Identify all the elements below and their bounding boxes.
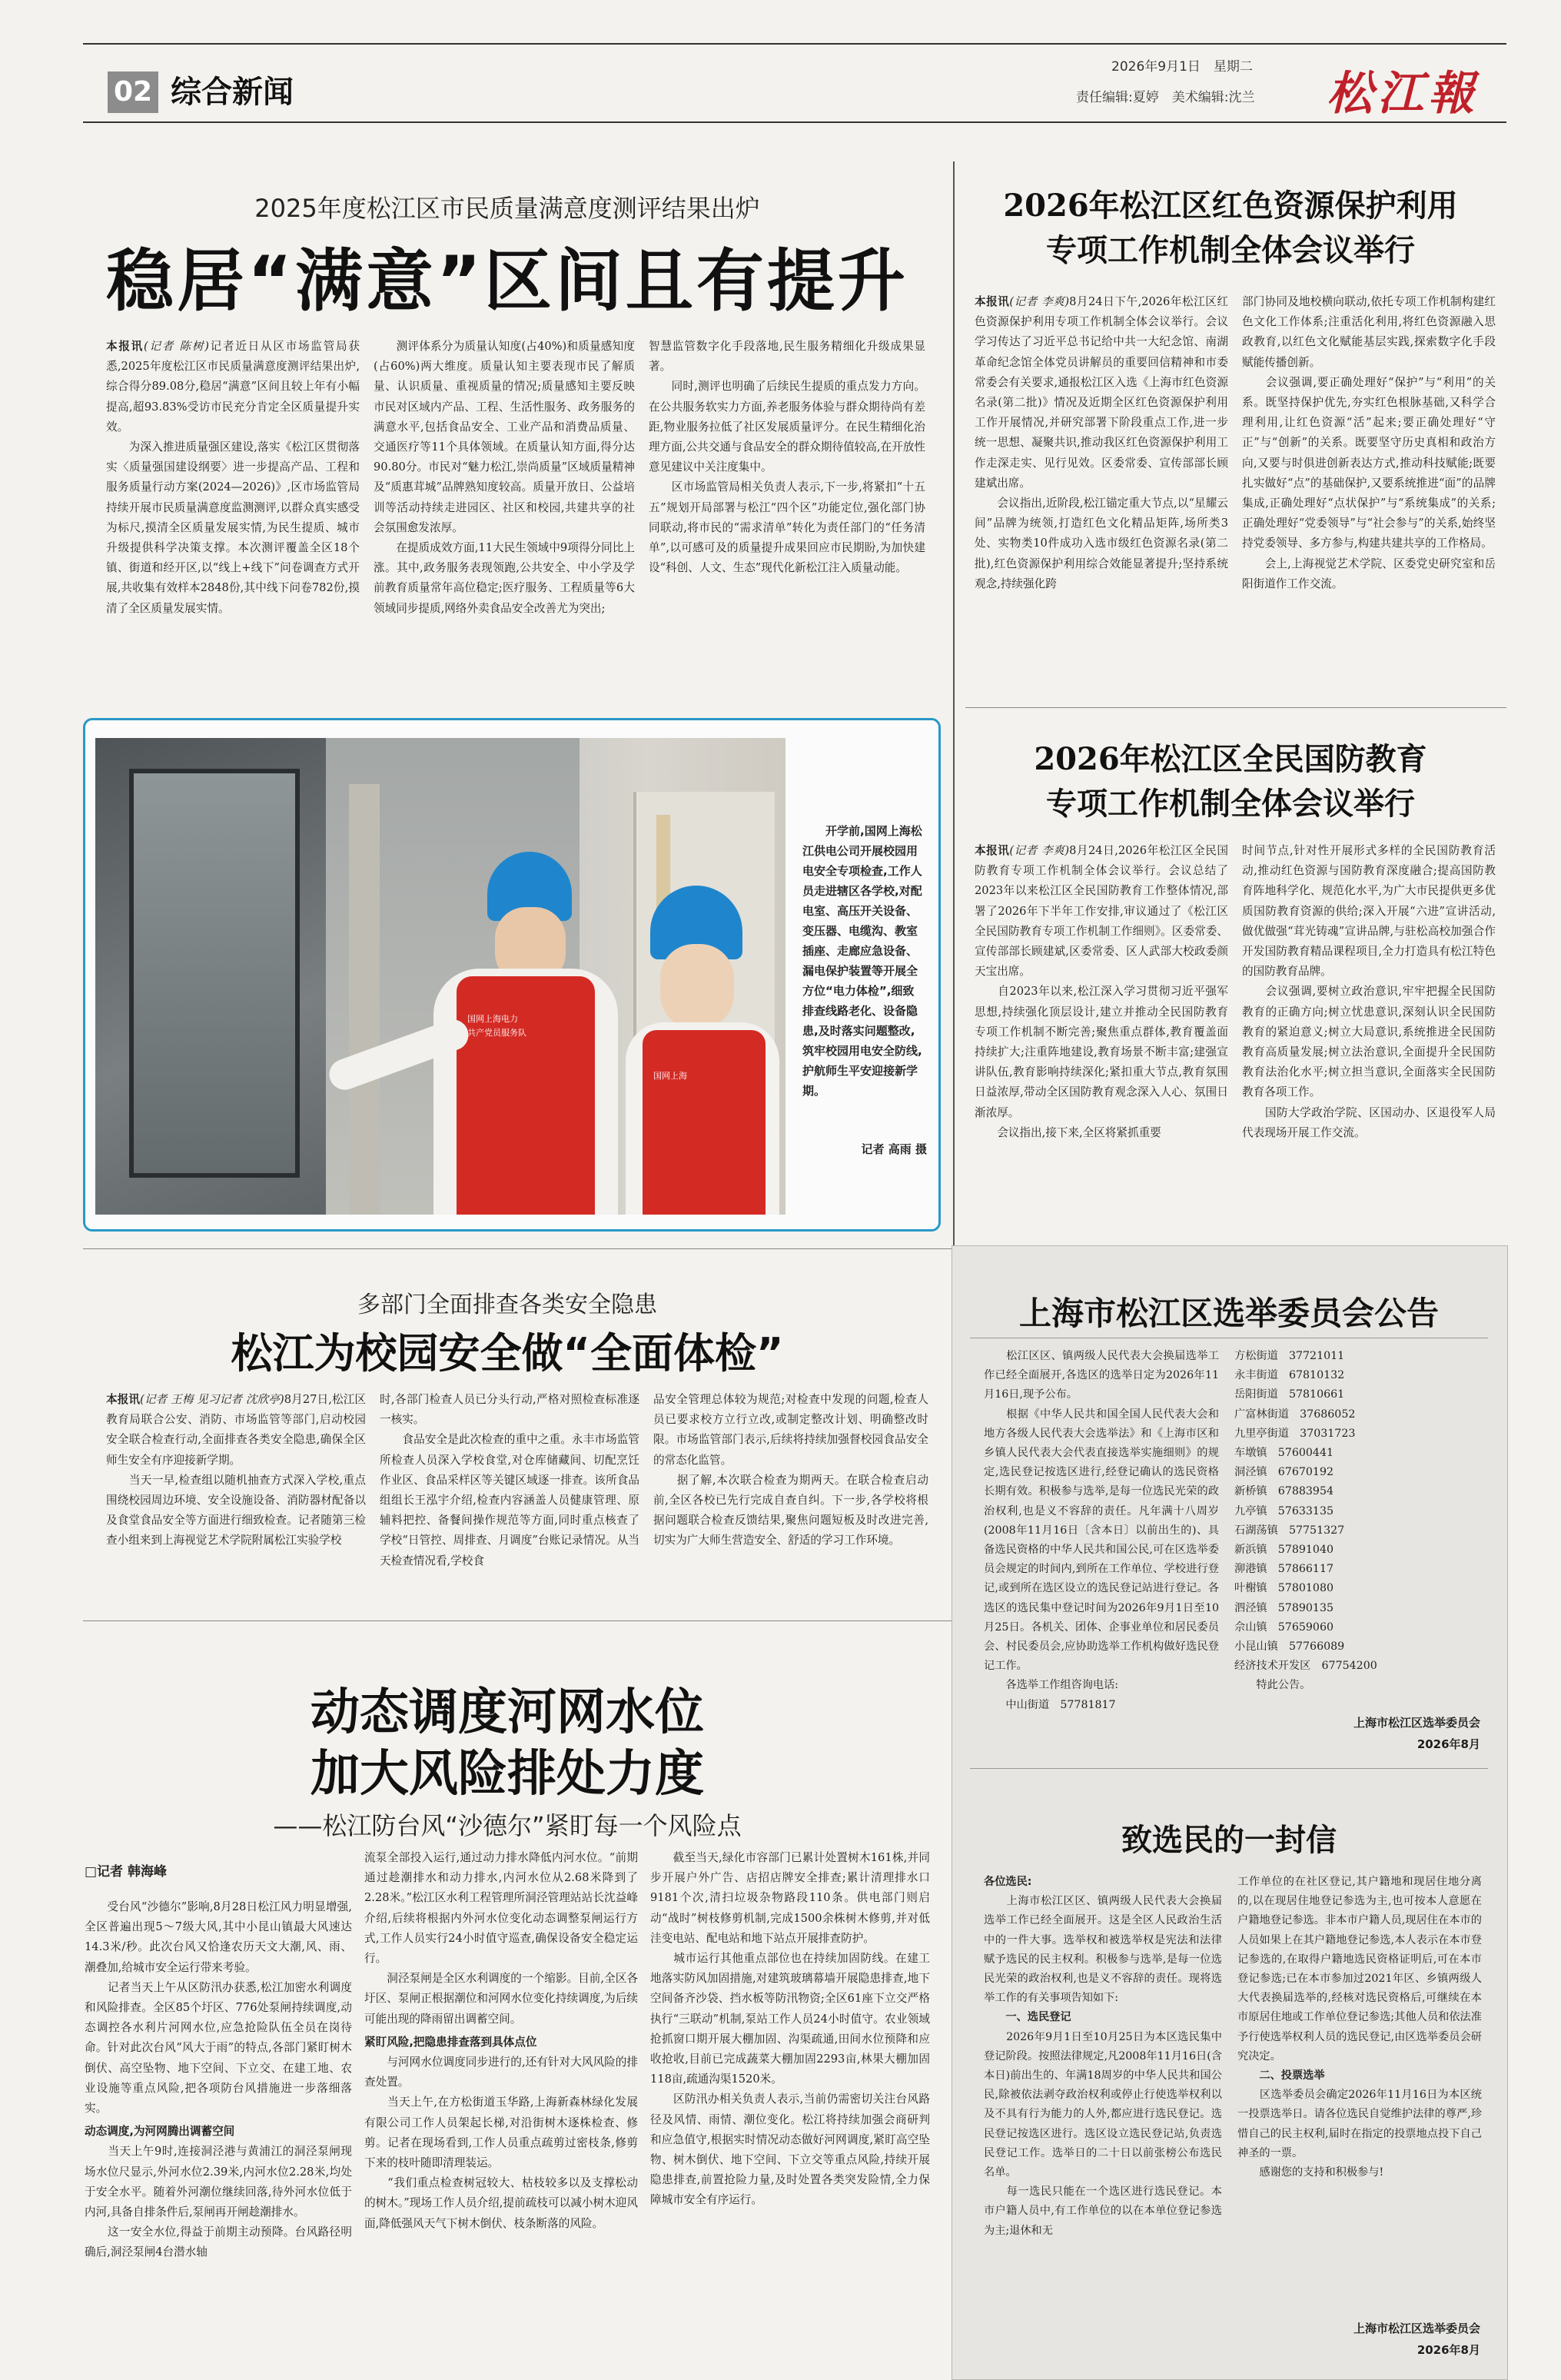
notice-phone-list — [1234, 1347, 1480, 1696]
letter-left-col: 各位选民: 上海市松江区区、镇两级人民代表大会换届选举工作已经全面展开。这是全区人民政治生活中的一件大事。选举权和被选举权是宪法和法律赋予选民的民主权利。积极参与选举,是每一位选民光荣的政治权利,也是义不容辞的责任。现将选举工作的有关事项告知如下: 一、选民登记 2026年9月1日至10月25日为本区选民集中登记阶段。按照法律规定,凡2008年11月16日(含本日)前出生的、年满18周岁的中华人民共和国公民,除被依法剥夺政治权利或停止行使选举权利以及不具有行为能力的人外,都应进行选民登记。选民登记按选区进行。选区设立选民登记站,负责选民登记工作。选举日的二十日以前张榜公布选民名单。 每一选民只能在一个选区进行选民登记。本市户籍人员中,有工作单位的以在本单位登记参选为主;退休和无 — [984, 1876, 1222, 2237]
phone-row: 新桥镇 67883954 — [1234, 1485, 1333, 1498]
a2-col2: 部门协同及地校横向联动,依托专项工作机制构建红色文化工作体系;注重活化利用,将红色资源融入思政教育,以红色文化赋能基层实践,探索数字化手段赋能传播创新。 会议强调,要正确处理好“保护”与“利用”的关系。既坚持保护优先,夯实红色根脉基础,又科学合理利用,让红色资源“活”起来;要正确处理好“守正”与“创新”的关系。既要坚守历史真相和政治方向,又要与时俱进创新表达方式,推动科技赋能;既要扎实做好“点”的基础保护,又要系统推进“面”的品牌集成,正确处理好“点状保护”与“系统集成”的关系;正确处理好“党委领导”与“社会参与”的关系,始终坚持党委领导、多方参与,构建共建共享的工作格局。 会上,上海视觉艺术学院、区委党史研究室和岳阳街道作工作交流。 — [1242, 295, 1496, 590]
notice-divider — [970, 1768, 1488, 1769]
phone-row: 佘山镇 57659060 — [1234, 1620, 1333, 1634]
a2-headline-line2: 专项工作机制全体会议举行 — [1046, 232, 1415, 268]
school-inspection-photo: 国网上海电力 共产党员服务队 国网上海 — [95, 738, 785, 1215]
a4-col2: 时,各部门检查人员已分头行动,严格对照检查标准逐一核实。 食品安全是此次检查的重中之重。永丰市场监管所检查人员深入学校食堂,对仓库储藏间、切配烹饪作业区、食品采样区等关键区域逐一排查。该所食品组组长王泓宇介绍,检查内容涵盖人员健康管理、原辅料把控、备餐间操作规范等方面,同时重点核查了学校“日管控、周排查、月调度”台账记录情况。从当天检查情况看,学校食 — [380, 1393, 639, 1567]
phone-row: 小昆山镇 57766089 — [1234, 1640, 1345, 1654]
a2-col1: 本报讯(记者 李爽)8月24日下午,2026年松江区红色资源保护利用专项工作机制全体会议举行。会议学习传达了习近平总书记给中共一大纪念馆、南湖革命纪念馆全体党员讲解员的重要回信精神和市委常委会有关要求,通报松江区入选《上海市红色资源名录(第二批)》情况及近期全区红色资源保护利用工作开展情况,并研究部署下阶段重点工作,进一步统一思想、凝聚共识,推动我区红色资源保护利用工作走深走实、见行见效。区委常委、宣传部部长顾建斌出席。 会议指出,近阶段,松江锚定重大节点,以“星耀云间”品牌为统领,打造红色文化精品矩阵,场所类3处、实物类10件成功入选市级红色资源名录(第二批),红色资源保护利用综合效能显著提升;坚持系统观念,持续强化跨 — [975, 295, 1228, 590]
a5-headline-line1: 动态调度河网水位 — [311, 1684, 704, 1741]
a5-col1: 受台风“沙德尔”影响,8月28日松江风力明显增强,全区普遍出现5～7级大风,其中小昆山镇最大风速达14.3米/秒。此次台风又恰逢农历天文大潮,风、雨、潮叠加,给城市安全运行带来考验。 记者当天上午从区防汛办获悉,松江加密水利调度和风险排查。全区85个圩区、776处泵闸持续调度,动态调控各水利片河网水位,应急抢险队伍全员在岗待命。针对此次台风“风大于雨”的特点,各部门紧盯树木倒伏、高空坠物、地下空间、下立交、在建工地、农业设施等重点风险,把各项防台风措施进一步落细落实。 动态调度,为河网腾出调蓄空间 当天上午9时,连接洞泾港与黄浦江的洞泾泵闸现场水位尺显示,外河水位2.39米,内河水位2.28米,均处于安全水平。随着外河潮位继续回落,待外河水位低于内河,具备自排条件后,泵闸再开闸趁潮排水。 这一安全水位,得益于前期主动预降。台风路径明确后,洞泾泵闸4台潜水轴 — [85, 1900, 352, 2259]
a5-col3: 截至当天,绿化市容部门已累计处置树木161株,并同步开展户外广告、店招店牌安全排查;累计清理排水口9181个次,清扫垃圾杂物路段110条。供电部门则启动“战时”树枝修剪机制,完成1500余株树木修剪,并对低洼变电站、配电站和地下站点开展排查防护。 城市运行其他重点部位也在持续加固防线。在建工地落实防风加固措施,对建筑玻璃幕墙开展隐患排查,地下空间备齐沙袋、挡水板等防汛物资;全区61座下立交严格执行“三联动”机制,泵站工作人员24小时值守。农业领域抢抓窗口期开展大棚加固、沟渠疏通,田间水位预降和应收抢收,目前已完成蔬菜大棚加固2293亩,林果大棚加固118亩,疏通沟渠1520米。 区防汛办相关负责人表示,当前仍需密切关注台风路径及风情、雨情、潮位变化。松江将持续加强会商研判和应急值守,根据实时情况动态做好河网调度,紧盯高空坠物、树木倒伏、地下空间、下立交等重点风险,持续开展隐患排查,前置抢险力量,及时处置各类突发险情,全力保障城市安全有序运行。 — [650, 1851, 930, 2207]
a1-col3: 智慧监管数字化手段落地,民生服务精细化升级成果显著。 同时,测评也明确了后续民生提质的重点发力方向。在公共服务软实力方面,养老服务体验与群众期待尚有差距,物业服务拉低了社区发展质量评分。在民生精细化治理方面,公共交通与食品安全的群众期待值较高,在开放性意见建议中关注度集中。 区市场监管局相关负责人表示,下一步,将紧扣“十五五”规划开局部署与松江“四个区”功能定位,强化部门协同联动,将市民的“需求清单”转化为责任部门的“任务清单”,以可感可及的质量提升成果回应市民期盼,为加快建设“科创、人文、生态”现代化新松江注入质量动能。 — [649, 340, 925, 575]
phone-row: 车墩镇 57600441 — [1234, 1447, 1333, 1460]
phone-row: 叶榭镇 57801080 — [1234, 1582, 1333, 1595]
phone-row: 泗泾镇 57890135 — [1234, 1601, 1333, 1614]
right-column-divider — [953, 161, 955, 1291]
letter-right-col: 工作单位的在社区登记,其户籍地和现居住地分离的,以在现居住地登记参选为主,也可按本人意愿在户籍地登记参选。非本市户籍人员,现居住在本市的人员如果上在其户籍地登记参选,本人表示在本市登记参选的,在取得户籍地选民资格证明后,可在本市登记参选;已在本市参加过2021年区、乡镇两级人大代表换届选举的,经核对选民资格后,可继续在本市原居住地或工作单位登记参选;其他人员和依法准予行使选举权利人员的选民登记,由区选举委员会研究决定。 二、投票选举 区选举委员会确定2026年11月16日为本区统一投票选举日。请各位选民自觉维护法律的尊严,珍惜自己的民主权利,届时在指定的投票地点投下自己神圣的一票。 感谢您的支持和积极参与! — [1237, 1876, 1482, 2179]
a4-col1: 本报讯(记者 王梅 见习记者 沈欣亭)8月27日,松江区教育局联合公安、消防、市场监管等部门,启动校园安全联合检查行动,全面排查各类安全隐患,确保全区师生安全有序迎接新学期。 当天一早,检查组以随机抽查方式深入学校,重点围绕校园周边环境、安全设施设备、消防器材配备以及食堂食品安全等方面进行细致检查。记者随第三检查小组来到上海视觉艺术学院附属松江实验学校 — [106, 1393, 366, 1547]
masthead-logo: 松江報 — [1327, 67, 1479, 121]
phone-row: 泖港镇 57866117 — [1234, 1563, 1333, 1576]
a3-col1: 本报讯(记者 李爽)8月24日,2026年松江区全民国防教育专项工作机制全体会议举行。会议总结了2023年以来松江区全民国防教育工作整体情况,部署了2026年下半年工作安排,审议通过了《松江区全民国防教育专项工作机制工作细则》。区委常委、宣传部部长顾建斌,区委常委、区人武部大校政委颜天宝出席。 自2023年以来,松江深入学习贯彻习近平强军思想,持续强化顶层设计,建立并推动全民国防教育专项工作机制不断完善;聚焦重点群体,教育覆盖面持续扩大;注重阵地建设,教育场景不断丰富;建强宣讲队伍,教育影响持续深化;紧扣重大节点,教育氛围日益浓厚,带动全区国防教育观念深入人心、氛围日渐浓厚。 会议指出,接下来,全区将紧抓重要 — [975, 844, 1228, 1139]
top-rule — [83, 43, 1506, 45]
phone-row: 九亭镇 57633135 — [1234, 1504, 1333, 1517]
photo-caption: 开学前,国网上海松江供电公司开展校园用电安全专项检查,工作人员走进辖区各学校,对配电室、高压开关设备、变压器、电缆沟、教室插座、走廊应急设备、漏电保护装置等开展全方位“电力体检”,细致排查线路老化、设备隐患,及时落实问题整改,筑牢校园用电安全防线,护航师生平安迎接新学期。 — [802, 824, 922, 1098]
page-number-badge: 02 — [108, 71, 158, 113]
issue-date: 2026年9月1日 星期二 — [1111, 59, 1253, 75]
editors-line: 责任编辑:夏婷 美术编辑:沈兰 — [1076, 90, 1255, 105]
a4-bottom-rule — [83, 1620, 952, 1621]
a2-headline-line1: 2026年松江区红色资源保护利用 — [1003, 188, 1458, 224]
photo-credit: 记者 高雨 摄 — [861, 1142, 927, 1156]
a1-kicker: 2025年度松江区市民质量满意度测评结果出炉 — [254, 194, 760, 223]
a3-headline-line1: 2026年松江区全民国防教育 — [1034, 741, 1427, 777]
a4-top-rule — [83, 1248, 952, 1249]
section-title: 综合新闻 — [171, 75, 294, 110]
a5-col2: 流泵全部投入运行,通过动力排水降低内河水位。“前期通过趁潮排水和动力排水,内河水位从2.68米降到了2.28米。”松江区水利工程管理所洞泾管理站站长沈益峰介绍,后续将根据内外河水位变化动态调整泵闸运行方式,工作人员实行24小时值守巡查,确保设备安全稳定运行。 洞泾泵闸是全区水利调度的一个缩影。目前,全区各圩区、泵闸正根据潮位和河网水位变化持续调度,为后续可能出现的降雨留出调蓄空间。 紧盯风险,把隐患排查落到具体点位 与河网水位调度同步进行的,还有针对大风风险的排查处置。 当天上午,在方松街道玉华路,上海新森林绿化发展有限公司工作人员架起长梯,对沿街树木逐株检查、修剪。记者在现场看到,工作人员重点疏剪过密枝条,修剪下来的枝叶随即清理装运。 “我们重点检查树冠较大、枯枝较多以及支撑松动的树木。”现场工作人员介绍,提前疏枝可以减小树木迎风面,降低强风天气下树木倒伏、枝条断落的风险。 — [364, 1851, 638, 2230]
a3-headline-line2: 专项工作机制全体会议举行 — [1046, 786, 1415, 822]
header-rule — [83, 121, 1506, 123]
a3-col2: 时间节点,针对性开展形式多样的全民国防教育活动,推动红色资源与国防教育深度融合;提高国防教育阵地科学化、规范化水平,为广大市民提供更多优质国防教育资源的供给;深入开展“六进”宣讲活动,做优做强“茸光铸魂”宣讲品牌,与驻松高校加强合作开发国防教育精品课程项目,全力打造具有松江特色的国防教育品牌。 会议强调,要树立政治意识,牢牢把握全民国防教育的正确方向;树立忧患意识,深刻认识全民国防教育的紧迫意义;树立大局意识,系统推进全民国防教育高质量发展;树立法治意识,全面提升全民国防教育法治化水平;树立担当意识,全面落实全民国防教育各项工作。 国防大学政治学院、区国动办、区退役军人局代表现场开展工作交流。 — [1242, 844, 1496, 1139]
a1-headline: 稳居“满意”区间且有提升 — [106, 241, 908, 321]
a5-headline-line2: 加大风险排处力度 — [311, 1745, 704, 1803]
notice-body: 松江区区、镇两级人民代表大会换届选举工作已经全面展开,各选区的选举日定为2026年11月16日,现予公布。 根据《中华人民共和国全国人民代表大会和地方各级人民代表大会选举法》和《上海市区和乡镇人民代表大会代表直接选举实施细则》的规定,选民登记按选区进行,经登记确认的选民资格长期有效。积极参与选举,是每一位选民光荣的政治权利,也是义不容辞的责任。凡年满十八周岁(2008年11月16日〔含本日〕以前出生的)、具备选民资格的中华人民共和国公民,可在区选举委员会规定的时间内,到所在工作单位、学校进行登记,或到所在选区设立的选民登记站进行登记。各选区的选民集中登记时间为2026年9月1日至10月25日。各机关、团体、企事业单位和居民委员会、村民委员会,应协助选举工作机构做好选民登记工作。 各选举工作组咨询电话: 中山街道 57781817 — [984, 1350, 1219, 1711]
letter-signature: 上海市松江区选举委员会 — [1353, 2322, 1480, 2335]
notice-title: 上海市松江区选举委员会公告 — [1018, 1295, 1439, 1332]
letter-date: 2026年8月 — [1417, 2343, 1480, 2357]
a1-col2: 测评体系分为质量认知度(占40%)和质量感知度(占60%)两大维度。质量认知主要表现市民了解质量、认识质量、重视质量的情况;质量感知主要反映市民对区域内产品、工程、生活性服务、政务服务的满意水平,包括食品安全、工业产品和消费品质量、交通医疗等11个具体领域。在质量认知方面,得分达90.80分。市民对“魅力松江,崇尚质量”区域质量精神及“质惠茸城”品牌熟知度较高。质量开放日、公益培训等活动持续走进园区、社区和校园,共建共享的社会氛围愈发浓厚。 在提质成效方面,11大民生领域中9项得分同比上涨。其中,政务服务表现领跑,公共安全、中小学及学前教育质量常年高位稳定;医疗服务、工程质量等6大领域同步提质,网络外卖食品安全改善尤为突出; — [374, 340, 635, 615]
a4-headline: 松江为校园安全做“全面体检” — [231, 1329, 784, 1378]
a5-subtitle: ——松江防台风“沙德尔”紧盯每一个风险点 — [273, 1811, 742, 1840]
phone-row: 经济技术开发区 67754200 — [1234, 1660, 1377, 1673]
a2-divider — [965, 707, 1506, 708]
phone-row: 石湖荡镇 57751327 — [1234, 1524, 1345, 1537]
a1-col1: 本报讯(记者 陈树)记者近日从区市场监管局获悉,2025年度松江区市民质量满意度测评结果出炉,综合得分89.08分,稳居“满意”区间且较上年有小幅提高,超93.83%受访市民充分肯定全区质量提升实效。 为深入推进质量强区建设,落实《松江区贯彻落实〈质量强国建设纲要〉进一步提高产品、工程和服务质量行动方案(2024—2026)》,区市场监管局持续开展市民质量满意度监测测评,以群众真实感受为标尺,摸清全区质量发展实情,为民生提质、城市升级提供科学决策支撑。本次测评覆盖全区18个镇、街道和经开区,以“线上+线下”问卷调查方式开展,共收集有效样本2848份,其中线下问卷782份,摸清了全区质量发展实情。 — [106, 340, 360, 615]
notice-signature: 上海市松江区选举委员会 — [1353, 1716, 1480, 1730]
phone-row: 洞泾镇 67670192 — [1234, 1466, 1333, 1479]
notice-date: 2026年8月 — [1417, 1737, 1480, 1751]
phone-row: 岳阳街道 57810661 — [1234, 1388, 1345, 1401]
phone-row: 新浜镇 57891040 — [1234, 1544, 1333, 1557]
phone-row: 九里亭街道 37031723 — [1234, 1427, 1356, 1440]
a5-byline: □记者 韩海峰 — [85, 1864, 167, 1880]
a4-col3: 品安全管理总体较为规范;对检查中发现的问题,检查人员已要求校方立行立改,或制定整改计划、明确整改时限。市场监管部门表示,后续将持续加强督校园食品安全的常态化监管。 据了解,本次联合检查为期两天。在联合检查启动前,全区各校已先行完成自查自纠。下一步,各学校将根据问题联合检查反馈结果,聚焦问题短板及时改进完善,切实为广大师生营造安全、舒适的学习工作环境。 — [653, 1393, 928, 1547]
phone-row: 永丰街道 67810132 — [1234, 1369, 1345, 1382]
phone-row: 广富林街道 37686052 — [1234, 1408, 1356, 1421]
letter-title: 致选民的一封信 — [1121, 1822, 1337, 1858]
a4-kicker: 多部门全面排查各类安全隐患 — [357, 1291, 657, 1318]
notice-closing: 特此公告。 — [1256, 1679, 1311, 1692]
phone-row: 方松街道 37721011 — [1234, 1350, 1345, 1362]
